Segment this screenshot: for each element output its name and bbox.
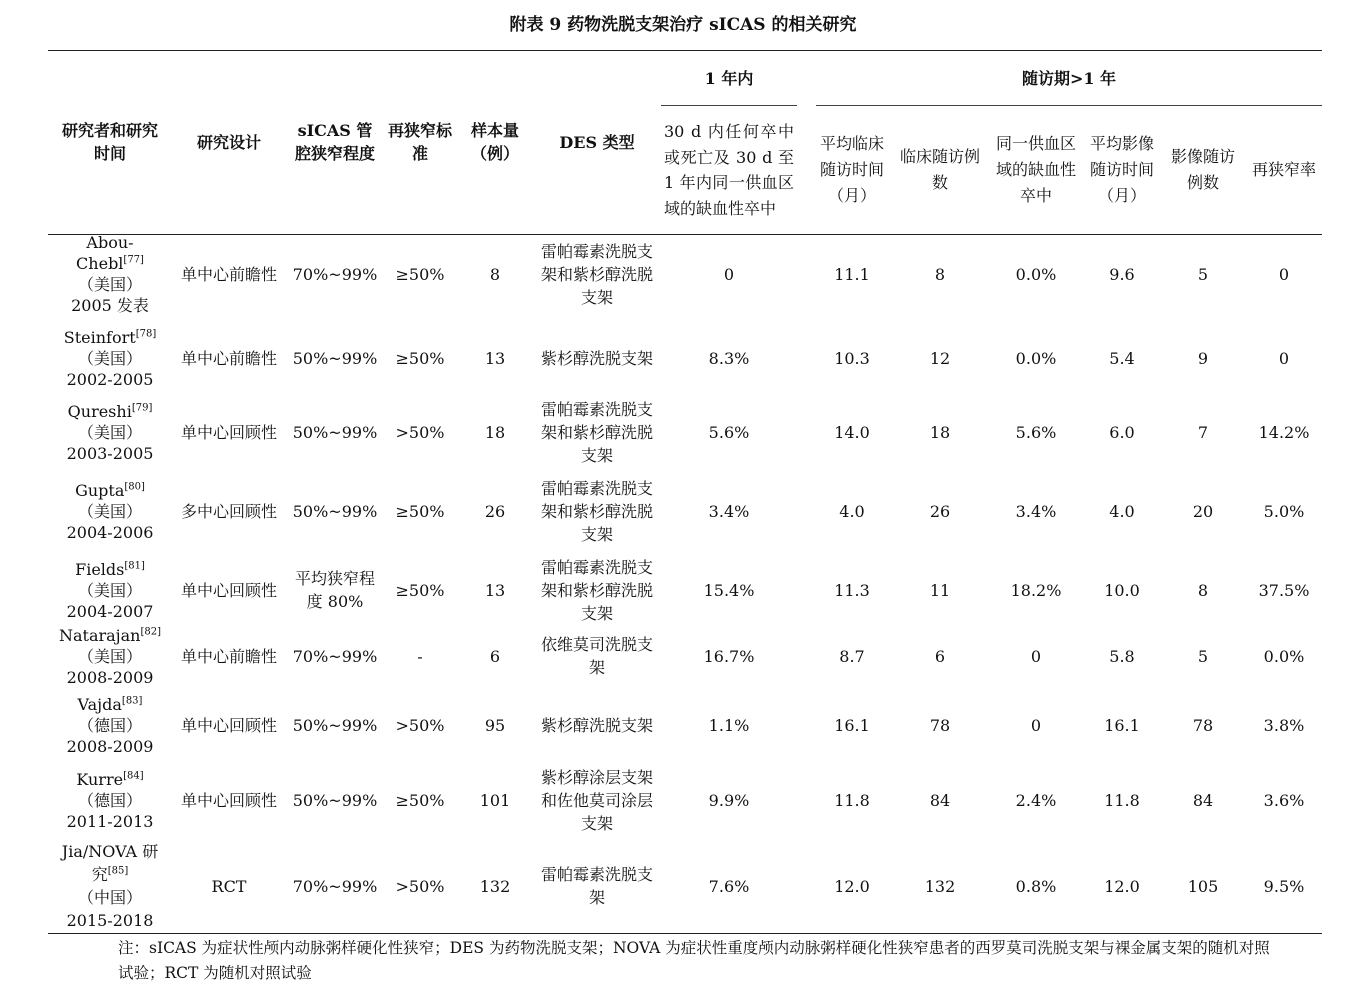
cell-design: 多中心回顾性 [180,501,277,521]
reference-citation: [82] [140,626,162,638]
study-period: 2011-2013 [66,811,154,831]
cell-clin-time: 16.1 [834,715,870,735]
cell-restenosis: 5.0% [1263,501,1305,521]
cell-std: - [417,646,423,666]
study-period: 2004-2007 [66,601,154,621]
cell-img-time: 16.1 [1104,715,1140,735]
cell-img-n: 78 [1192,715,1214,735]
cell-restenosis: 0.0% [1263,646,1305,666]
cell-design: 单中心回顾性 [180,790,277,810]
cell-clin-time: 14.0 [834,422,870,442]
author-text: Gupta [75,480,125,500]
cell-img-n: 5 [1197,646,1209,666]
study-period: 2008-2009 [66,667,154,687]
reference-citation: [80] [124,481,145,493]
cell-event: 1.1% [708,715,750,735]
author-name [75,559,145,580]
cell-restenosis: 3.8% [1263,715,1305,735]
cell-des: 依维莫司洗脱支架 [540,635,653,677]
cell-std: ≥50% [395,790,445,810]
cell-event: 15.4% [703,580,755,600]
cell-restenosis: 3.6% [1263,790,1305,810]
study-period: 2005 发表 [71,296,149,315]
cell-design: 单中心回顾性 [180,580,277,600]
cell-clin-n: 6 [934,646,946,666]
cell-event: 16.7% [703,646,755,666]
cell-n: 13 [484,348,506,368]
top-rule [48,50,1322,51]
cell-img-time: 12.0 [1104,876,1140,896]
cell-std: >50% [395,715,445,735]
cell-img-time: 10.0 [1104,580,1140,600]
cell-n: 132 [479,876,511,896]
author-country: （中国） [77,888,142,907]
reference-citation: [79] [131,402,153,414]
cell-img-time: 6.0 [1109,422,1135,442]
group-header-followup: 随访期>1 年 [1021,68,1117,88]
cell-des: 雷帕霉素洗脱支架和紫杉醇洗脱支架 [540,241,653,307]
cell-n: 26 [484,501,506,521]
cell-stenosis: 50%~99% [292,348,378,368]
cell-img-time: 5.8 [1109,646,1135,666]
cell-restenosis: 0 [1278,348,1290,368]
cell-event: 5.6% [708,422,750,442]
cell-n: 101 [479,790,511,810]
cell-stenosis: 70%~99% [292,264,378,284]
cell-event: 0 [723,264,735,284]
cell-img-n: 105 [1187,876,1219,896]
author-country: （美国） [77,646,142,666]
cell-clin-n: 8 [934,264,946,284]
cell-stroke: 0.8% [1015,876,1057,896]
author-name [76,769,143,790]
cell-des: 紫杉醇洗脱支架 [540,348,653,368]
cell-stenosis: 50%~99% [292,790,378,810]
cell-img-time: 5.4 [1109,348,1135,368]
cell-author [58,472,162,550]
author-text: Abou-Chebl [76,233,134,273]
cell-n: 18 [484,422,506,442]
header-rule [48,234,1322,235]
cell-stroke: 0 [1030,646,1042,666]
cell-des: 雷帕霉素洗脱支架和紫杉醇洗脱支架 [540,478,653,544]
author-country: （美国） [77,348,142,368]
cell-author [58,392,162,472]
cell-img-time: 11.8 [1104,790,1140,810]
header-img-time: 平均影像随访时间（月） [1090,134,1155,205]
cell-author [58,322,162,394]
cell-author [58,552,162,628]
cell-stenosis: 70%~99% [292,876,378,896]
cell-clin-n: 18 [929,422,951,442]
cell-img-n: 8 [1197,580,1209,600]
cell-clin-time: 4.0 [839,501,865,521]
header-img-n: 影像随访例数 [1170,147,1235,192]
cell-stroke: 2.4% [1015,790,1057,810]
cell-stenosis: 50%~99% [292,501,378,521]
reference-citation: [77] [123,254,144,266]
cell-stroke: 3.4% [1015,501,1057,521]
cell-event: 8.3% [708,348,750,368]
cell-n: 13 [484,580,506,600]
author-text: Fields [75,559,125,579]
cell-design: 单中心前瞻性 [180,348,277,368]
cell-clin-n: 78 [929,715,951,735]
cell-design: 单中心前瞻性 [180,646,277,666]
author-text: Qureshi [67,401,132,421]
cell-des: 雷帕霉素洗脱支架 [540,865,653,907]
author-name [64,327,156,348]
cell-des: 雷帕霉素洗脱支架和紫杉醇洗脱支架 [540,557,653,623]
cell-design: 单中心回顾性 [180,422,277,442]
author-text: Vajda [77,694,122,714]
cell-n: 95 [484,715,506,735]
cell-std: ≥50% [395,501,445,521]
cell-stenosis: 平均狭窄程度 80% [294,569,375,611]
cell-img-n: 20 [1192,501,1214,521]
cell-stroke: 0 [1030,715,1042,735]
author-name [58,232,162,274]
cell-restenosis: 9.5% [1263,876,1305,896]
cell-stroke: 5.6% [1015,422,1057,442]
cell-clin-n: 84 [929,790,951,810]
header-design: 研究设计 [196,132,261,152]
author-name [59,625,161,646]
table-title: 附表 9 药物洗脱支架治疗 sICAS 的相关研究 [509,15,857,35]
cell-design: 单中心回顾性 [180,715,277,735]
cell-author [58,762,162,838]
cell-restenosis: 0 [1278,264,1290,284]
cell-img-n: 9 [1197,348,1209,368]
group-rule-year1 [661,105,797,106]
author-text: Steinfort [63,327,136,347]
cell-event: 9.9% [708,790,750,810]
cell-img-n: 7 [1197,422,1209,442]
cell-clin-time: 10.3 [834,348,870,368]
header-clin-time: 平均临床随访时间（月） [820,134,885,205]
cell-std: >50% [395,876,445,896]
author-country: （美国） [77,580,142,600]
cell-clin-time: 11.8 [834,790,870,810]
cell-author [58,690,162,760]
cell-stenosis: 70%~99% [292,646,378,666]
author-name [68,401,153,422]
cell-restenosis: 37.5% [1258,580,1310,600]
cell-clin-time: 8.7 [839,646,865,666]
cell-author [58,622,162,690]
author-country: （美国） [77,422,142,442]
cell-clin-time: 11.3 [834,580,870,600]
header-stroke: 同一供血区域的缺血性卒中 [996,134,1077,205]
cell-clin-n: 11 [929,580,951,600]
cell-author [58,233,162,315]
cell-des: 紫杉醇涂层支架和佐他莫司涂层支架 [540,767,653,833]
study-period: 2004-2006 [66,522,154,542]
header-des: DES 类型 [559,132,635,152]
cell-std: >50% [395,422,445,442]
study-period: 2002-2005 [66,369,154,389]
cell-design: 单中心前瞻性 [180,264,277,284]
cell-stroke: 0.0% [1015,348,1057,368]
cell-des: 紫杉醇洗脱支架 [540,715,653,735]
cell-stroke: 0.0% [1015,264,1057,284]
cell-img-n: 5 [1197,264,1209,284]
author-name [75,480,145,501]
author-text: Natarajan [58,625,141,645]
cell-img-time: 4.0 [1109,501,1135,521]
cell-n: 8 [489,264,501,284]
header-author: 研究者和研究时间 [61,121,158,163]
cell-restenosis: 14.2% [1258,422,1310,442]
cell-des: 雷帕霉素洗脱支架和紫杉醇洗脱支架 [540,399,653,465]
header-restenosis: 再狭窄率 [1252,160,1317,179]
cell-stenosis: 50%~99% [292,715,378,735]
header-restenosis-std: 再狭窄标准 [388,121,453,163]
cell-event: 7.6% [708,876,750,896]
reference-citation: [84] [123,770,144,782]
reference-citation: [83] [121,695,143,707]
group-header-year1: 1 年内 [704,68,754,88]
cell-author [58,838,162,934]
study-period: 2003-2005 [66,443,154,463]
author-country: （德国） [77,715,142,735]
header-clin-n: 临床随访例数 [900,147,981,192]
author-country: （德国） [77,790,142,810]
cell-clin-n: 12 [929,348,951,368]
cell-std: ≥50% [395,348,445,368]
group-rule-followup [816,105,1322,106]
reference-citation: [78] [135,328,157,340]
reference-citation: [81] [124,560,145,572]
cell-design: RCT [211,876,247,896]
author-name [58,840,162,886]
study-period: 2015-2018 [66,911,154,930]
cell-std: ≥50% [395,264,445,284]
reference-citation: [85] [107,865,129,877]
author-text: Jia/NOVA 研究 [61,842,159,884]
table-note: 注：sICAS 为症状性颅内动脉粥样硬化性狭窄；DES 为药物洗脱支架；NOVA 为症状性重度颅内动脉粥样硬化性狭窄患者的西罗莫司洗脱支架与裸金属支架的随机对照试验；RCT 为随机对照试验 [118,939,1270,982]
cell-img-time: 9.6 [1109,264,1135,284]
author-name [78,694,143,715]
cell-stroke: 18.2% [1010,580,1062,600]
cell-clin-time: 11.1 [834,264,870,284]
cell-event: 3.4% [708,501,750,521]
header-sample: 样本量（例） [470,121,519,163]
author-country: （美国） [77,501,142,521]
author-country: （美国） [77,275,142,294]
cell-clin-n: 132 [924,876,956,896]
cell-n: 6 [489,646,501,666]
study-period: 2008-2009 [66,736,154,756]
header-stenosis: sICAS 管腔狭窄程度 [294,121,375,163]
cell-stenosis: 50%~99% [292,422,378,442]
cell-clin-n: 26 [929,501,951,521]
cell-clin-time: 12.0 [834,876,870,896]
author-text: Kurre [76,769,124,789]
cell-std: ≥50% [395,580,445,600]
cell-img-n: 84 [1192,790,1214,810]
header-event: 30 d 内任何卒中或死亡及 30 d 至 1 年内同一供血区域的缺血性卒中 [664,122,794,218]
